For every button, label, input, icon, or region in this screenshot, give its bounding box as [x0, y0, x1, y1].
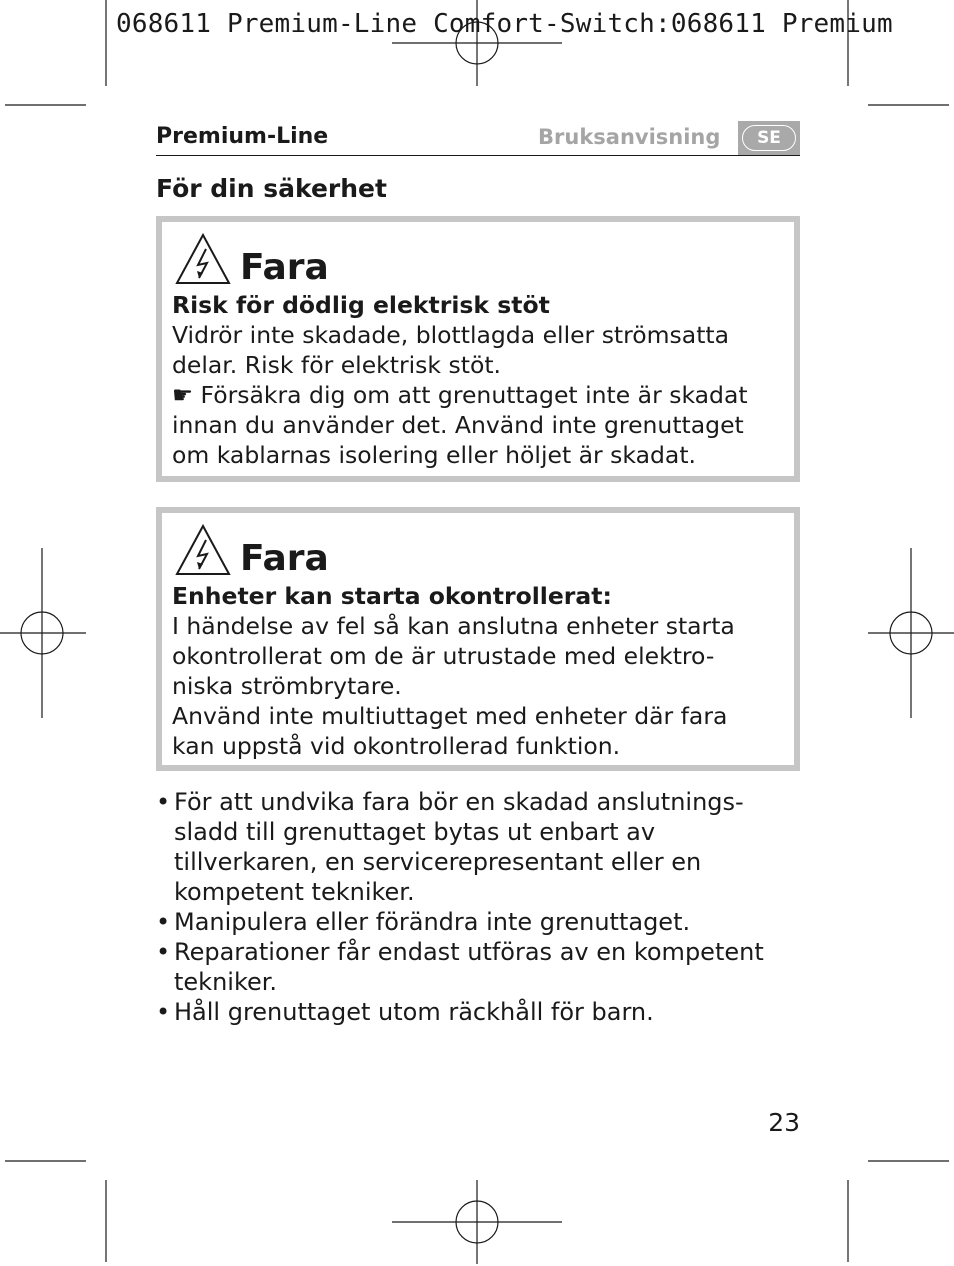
header-divider [156, 155, 800, 156]
warning-text [172, 320, 788, 470]
warning-text [172, 611, 788, 761]
warning-subtitle: Risk för dödlig elektrisk stöt [172, 291, 550, 319]
bullet-marker: • [156, 938, 171, 966]
bullet-marker: • [156, 908, 171, 936]
warning-line: ☛ Försäkra dig om att grenuttaget inte är skadat [172, 381, 748, 409]
list-item: • Reparationer får endast utföras av en kompetent tekniker. [156, 938, 764, 996]
section-title: För din säkerhet [156, 174, 387, 203]
language-code: SE [742, 125, 796, 151]
page-number: 23 [768, 1108, 800, 1137]
warning-line: Vidrör inte skadade, blottlagda eller strömsatta [172, 321, 730, 349]
warning-title: Fara [240, 538, 329, 579]
warning-line: I händelse av fel så kan anslutna enheter starta [172, 612, 735, 640]
language-badge [738, 121, 800, 155]
list-item: • Håll grenuttaget utom räckhåll för barn. [156, 998, 654, 1026]
warning-line: okontrollerat om de är utrustade med elektro- [172, 642, 715, 670]
electric-hazard-icon [174, 232, 232, 286]
bullet-marker: • [156, 788, 171, 816]
warning-line: Använd inte multiuttaget med enheter där fara [172, 702, 728, 730]
warning-box-uncontrolled-start [156, 507, 800, 771]
document-type: Bruksanvisning [538, 125, 721, 149]
warning-line: innan du använder det. Använd inte grenuttaget [172, 411, 744, 439]
warning-subtitle: Enheter kan starta okontrollerat: [172, 582, 612, 610]
warning-line: om kablarnas isolering eller höljet är skadat. [172, 441, 696, 469]
warning-box-electric-shock [156, 216, 800, 482]
safety-bullet-list [156, 787, 806, 1027]
warning-line: niska strömbrytare. [172, 672, 402, 700]
registration-mark-bottom [392, 1180, 562, 1264]
registration-mark-right [868, 548, 954, 718]
brand-name: Premium-Line [156, 124, 329, 149]
registration-mark-left [0, 548, 86, 718]
warning-line: delar. Risk för elektrisk stöt. [172, 351, 502, 379]
bullet-marker: • [156, 998, 171, 1026]
list-item: • Manipulera eller förändra inte grenuttaget. [156, 908, 691, 936]
electric-hazard-icon [174, 523, 232, 577]
list-item: • För att undvika fara bör en skadad anslutnings- sladd till grenuttaget bytas ut enbart av tillverkaren, en servicerepresentant eller en kompetent tekniker. [156, 788, 744, 906]
warning-title: Fara [240, 247, 329, 288]
printer-slug-line: 068611 Premium-Line Comfort-Switch:068611 Premium [116, 9, 893, 39]
warning-line: kan uppstå vid okontrollerad funktion. [172, 732, 621, 760]
